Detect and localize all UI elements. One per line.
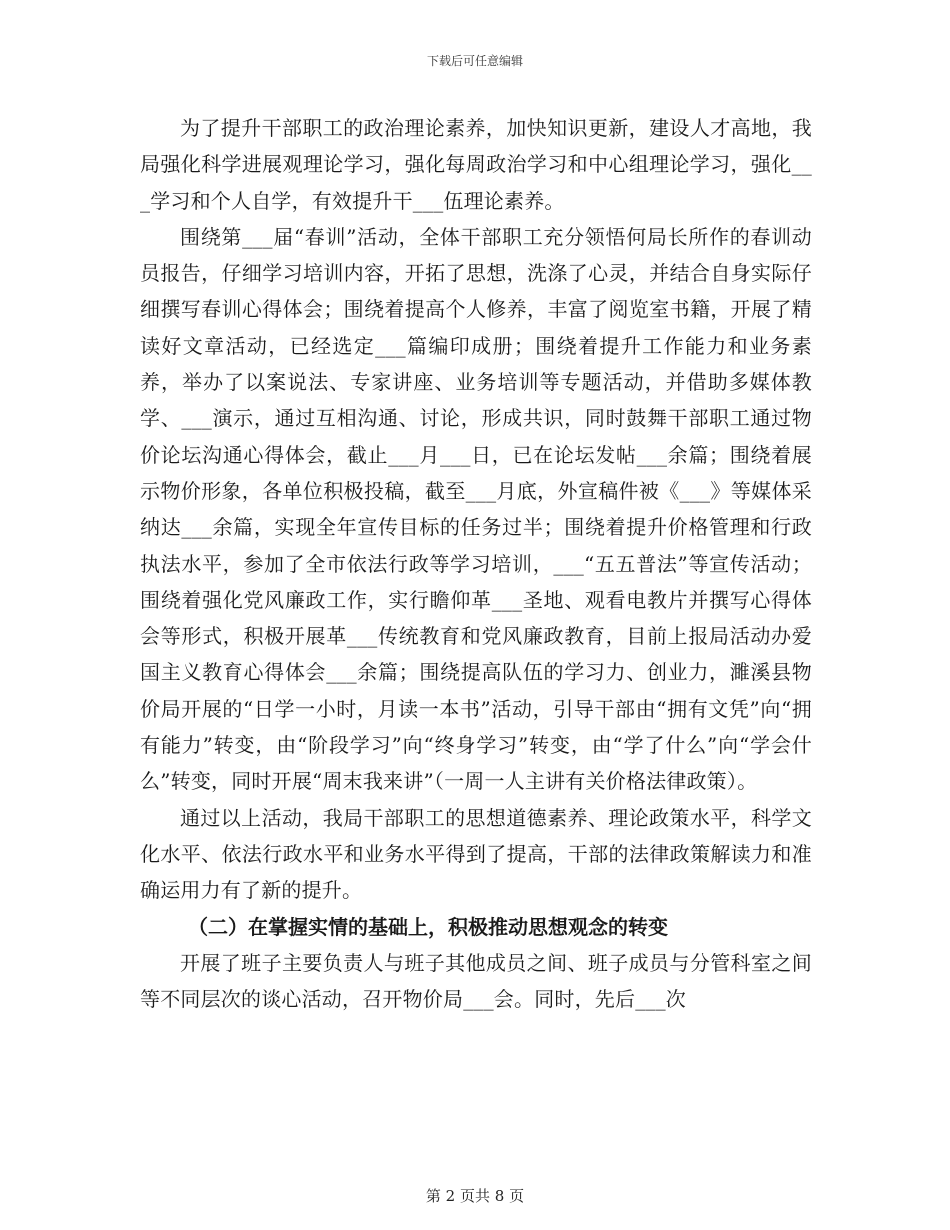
- paragraph-heart-talks: 开展了班子主要负责人与班子其他成员之间、班子成员与分管科室之间等不同层次的谈心活动，召开物价局___会。同时，先后___次: [140, 950, 812, 1012]
- page-header-note: 下载后可任意编辑: [426, 54, 523, 68]
- paragraph-activity-results: 通过以上活动，我局干部职工的思想道德素养、理论政策水平，科学文化水平、依法行政水平和业务水平得到了提高，干部的法律政策解读力和准确运用力有了新的提升。: [140, 805, 812, 903]
- document-body: [140, 110, 812, 1017]
- section-heading: （二）在掌握实情的基础上，积极推动思想观念的转变: [188, 914, 668, 939]
- page-number-footer: 第 2 页共 8 页: [425, 1187, 525, 1205]
- paragraph-spring-training: 围绕第___届“春训”活动，全体干部职工充分领悟何局长所作的春训动员报告，仔细学习培训内容，开拓了思想，洗涤了心灵，并结合自身实际仔细撰写春训心得体会；围绕着提高个人修养，丰富了阅览室书籍，开展了精读好文章活动，已经选定___篇编印成册；围绕着提升工作能力和业务素养，举办了以案说法、专家讲座、业务培训等专题活动，并借助多媒体教学、___演示，通过互相沟通、讨论，形成共识，同时鼓舞干部职工通过物价论坛沟通心得体会，截止___月___日，已在论坛发帖___余篇；围绕着展示物价形象，各单位积极投稿，截至___月底，外宣稿件被《___》等媒体采纳达___余篇，实现全年宣传目标的任务过半；围绕着提升价格管理和行政执法水平，参加了全市依法行政等学习培训，___“五五普法”等宣传活动；围绕着强化党风廉政工作，实行瞻仰革___圣地、观看电教片并撰写心得体会等形式，积极开展革___传统教育和党风廉政教育，目前上报局活动办爱国主义教育心得体会___余篇；围绕提高队伍的学习力、创业力，濉溪县物价局开展的“日学一小时，月读一本书”活动，引导干部由“拥有文凭”向“拥有能力”转变，由“阶段学习”向“终身学习”转变，由“学了什么”向“学会什么”转变，同时开展“周末我来讲”（一周一人主讲有关价格法律政策）。: [140, 224, 812, 794]
- paragraph-theory-study: 为了提升干部职工的政治理论素养，加快知识更新，建设人才高地，我局强化科学进展观理论学习，强化每周政治学习和中心组理论学习，强化___学习和个人自学，有效提升干___伍理论素养。: [140, 116, 812, 213]
